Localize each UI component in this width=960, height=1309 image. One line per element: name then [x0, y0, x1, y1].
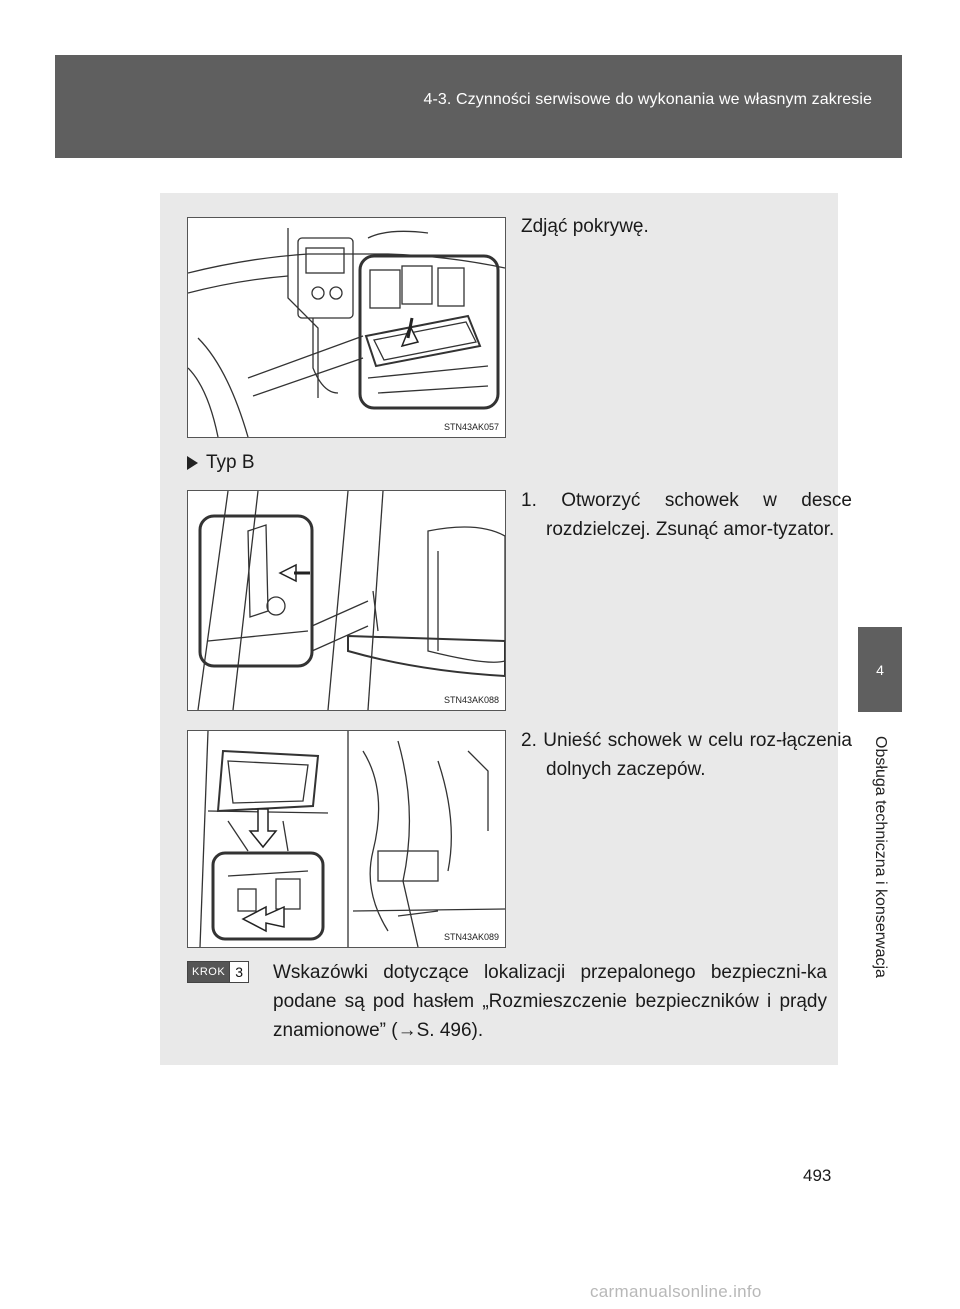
figure-slide-damper: [187, 490, 506, 711]
chapter-tab-label: [858, 712, 902, 1002]
caption-slide-damper: 1. Otworzyć schowek w desce rozdzielczej. Zsunąć amor-tyzator.: [521, 490, 852, 540]
figure-code: STN43AK089: [443, 932, 499, 942]
header-bar: [55, 55, 902, 158]
watermark: carmanualsonline.info: [590, 1282, 762, 1301]
figure-remove-cover: [187, 217, 506, 438]
page-number: 493: [803, 1166, 832, 1185]
glovebox-damper-illustration: [188, 491, 505, 710]
step-text: Wskazówki dotyczące lokalizacji przepalonego bezpieczni-ka podane są pod hasłem „Rozmieszczenie bezpieczników i prądy znamionowe” (→S. 496).: [273, 962, 827, 1041]
step-badge: [187, 961, 249, 983]
chapter-tab-number: 4: [858, 627, 902, 712]
step-label: KROK: [188, 962, 229, 982]
section-title: 4-3. Czynności serwisowe do wykonania we własnym zakresie: [423, 91, 872, 108]
glovebox-hooks-illustration: [188, 731, 505, 947]
caption-lift-glovebox: 2. Unieść schowek w celu roz-łączenia dolnych zaczepów.: [521, 730, 852, 780]
type-b-label: Typ B: [206, 452, 255, 473]
type-b-heading: [187, 452, 255, 474]
triangle-bullet-icon: [187, 456, 198, 470]
figure-code: STN43AK088: [443, 695, 499, 705]
dashboard-illustration: [188, 218, 505, 437]
caption-remove-cover: Zdjąć pokrywę.: [521, 216, 649, 237]
chapter-tab-label-text: Obsługa techniczna i konserwacja: [872, 736, 889, 978]
figure-code: STN43AK057: [443, 422, 499, 432]
figure-lift-glovebox: [187, 730, 506, 948]
step-number: 3: [229, 962, 248, 982]
